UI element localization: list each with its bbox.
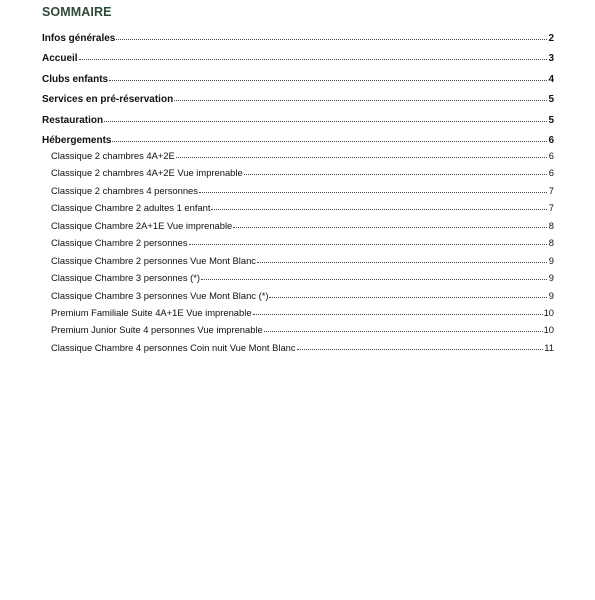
- dot-leader: [174, 92, 547, 101]
- toc-entry-page: 8: [548, 220, 554, 231]
- toc-entry-page: 11: [544, 342, 554, 353]
- toc-entry-label: Classique 2 chambres 4A+2E Vue imprenable: [51, 167, 243, 178]
- toc-subentry[interactable]: [51, 202, 554, 213]
- toc-entry-label: Restauration: [42, 115, 104, 126]
- toc-entry-page: 7: [548, 185, 554, 196]
- toc-entry-label: Classique Chambre 2 adultes 1 enfant: [51, 202, 211, 213]
- toc-subentry[interactable]: [51, 272, 554, 283]
- toc-entry-page: 5: [548, 94, 554, 105]
- toc-entry-label: Classique Chambre 2 personnes Vue Mont Blanc: [51, 255, 256, 266]
- dot-leader: [253, 306, 543, 315]
- toc-entry-label: Classique Chambre 3 personnes Vue Mont Blanc (*): [51, 290, 269, 301]
- toc-entry-page: 8: [548, 237, 554, 248]
- toc-subentry[interactable]: [51, 290, 554, 301]
- toc-entry-hebergements[interactable]: [42, 134, 554, 146]
- toc-entry-services[interactable]: [42, 93, 554, 105]
- toc-entry-page: 3: [548, 53, 554, 64]
- dot-leader: [116, 31, 547, 40]
- toc-entry-restauration[interactable]: [42, 114, 554, 126]
- toc-entry-label: Classique Chambre 2A+1E Vue imprenable: [51, 220, 233, 231]
- dot-leader: [269, 289, 547, 298]
- toc-entry-label: Infos générales: [42, 33, 116, 44]
- dot-leader: [79, 51, 547, 60]
- toc-entry-label: Premium Familiale Suite 4A+1E Vue imprenable: [51, 307, 252, 318]
- toc-entry-page: 4: [548, 74, 554, 85]
- toc-entry-page: 10: [543, 324, 554, 335]
- dot-leader: [201, 271, 547, 280]
- toc-subentry[interactable]: [51, 185, 554, 196]
- toc-entry-label: Hébergements: [42, 135, 112, 146]
- toc-title: SOMMAIRE: [42, 5, 112, 19]
- toc-entry-label: Services en pré-réservation: [42, 94, 174, 105]
- toc-subentry[interactable]: [51, 342, 554, 353]
- toc-entry-label: Classique Chambre 2 personnes: [51, 237, 188, 248]
- dot-leader: [109, 72, 547, 81]
- toc-entry-page: 9: [548, 272, 554, 283]
- toc-subentry[interactable]: [51, 237, 554, 248]
- toc-entry-page: 10: [543, 307, 554, 318]
- toc-entry-label: Accueil: [42, 53, 78, 64]
- toc-entry-label: Classique Chambre 4 personnes Coin nuit Vue Mont Blanc: [51, 342, 296, 353]
- toc-entry-page: 6: [548, 150, 554, 161]
- toc-entry-accueil[interactable]: [42, 52, 554, 64]
- dot-leader: [176, 149, 547, 158]
- toc-entry-page: 2: [548, 33, 554, 44]
- toc-subentry[interactable]: [51, 220, 554, 231]
- toc-entry-page: 6: [548, 135, 554, 146]
- toc-entry-clubs-enfants[interactable]: [42, 73, 554, 85]
- toc-entry-label: Classique 2 chambres 4 personnes: [51, 185, 198, 196]
- toc-entry-page: 9: [548, 290, 554, 301]
- toc-entry-infos-generales[interactable]: [42, 32, 554, 44]
- toc-entry-label: Premium Junior Suite 4 personnes Vue imprenable: [51, 324, 263, 335]
- toc-subentry[interactable]: [51, 307, 554, 318]
- toc-subentry[interactable]: [51, 150, 554, 161]
- toc-entry-label: Classique Chambre 3 personnes (*): [51, 272, 201, 283]
- dot-leader: [257, 254, 547, 263]
- dot-leader: [189, 236, 547, 245]
- toc-subentry[interactable]: [51, 324, 554, 335]
- dot-leader: [104, 113, 547, 122]
- dot-leader: [244, 166, 547, 175]
- toc-entry-label: Classique 2 chambres 4A+2E: [51, 150, 175, 161]
- dot-leader: [199, 184, 547, 193]
- toc-entry-page: 7: [548, 202, 554, 213]
- dot-leader: [112, 133, 547, 142]
- toc-entry-page: 5: [548, 115, 554, 126]
- dot-leader: [264, 323, 543, 332]
- dot-leader: [297, 341, 544, 350]
- dot-leader: [211, 201, 547, 210]
- toc-subentry[interactable]: [51, 255, 554, 266]
- toc-entry-page: 9: [548, 255, 554, 266]
- dot-leader: [233, 219, 547, 228]
- toc-entry-label: Clubs enfants: [42, 74, 109, 85]
- toc-entry-page: 6: [548, 167, 554, 178]
- toc-subentry[interactable]: [51, 167, 554, 178]
